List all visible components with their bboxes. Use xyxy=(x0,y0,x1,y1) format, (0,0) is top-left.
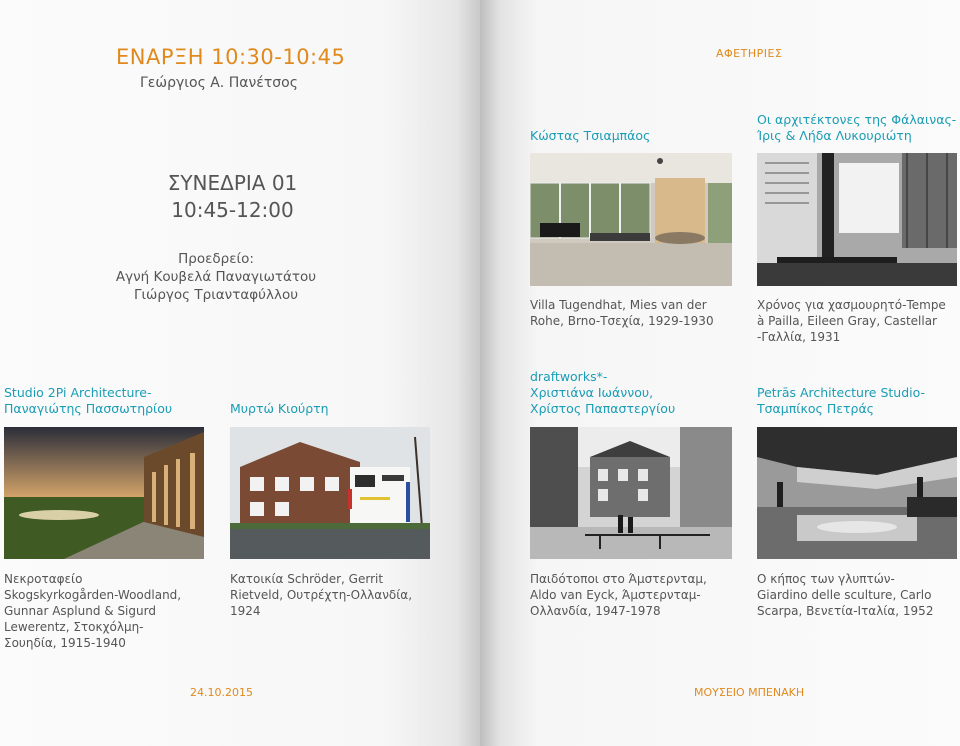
caption-line: Rietveld, Ουτρέχτη-Ολλανδία, xyxy=(230,588,413,602)
entry-caption xyxy=(757,571,933,619)
caption-line: Χρόνος για χασμουρητό-Tempe xyxy=(757,298,946,312)
presenter-line: Μυρτώ Κιούρτη xyxy=(230,401,329,416)
caption-line: Rohe, Brno-Τσεχία, 1929-1930 xyxy=(530,314,714,328)
footer-museum: ΜΟΥΣΕΙΟ ΜΠΕΝΑΚΗ xyxy=(694,686,805,699)
entry-presenter xyxy=(530,128,650,144)
right-page xyxy=(480,0,960,746)
chair-name: Γιώργος Τριανταφύλλου xyxy=(133,287,299,303)
entry-caption xyxy=(4,571,181,651)
caption-line: Ο κήπος των γλυπτών- xyxy=(757,572,895,586)
opening-speaker: Γεώργιος Α. Πανέτσος xyxy=(140,75,298,91)
photo-amsterdam-playground xyxy=(530,427,732,559)
session-time: 10:45-12:00 xyxy=(171,198,294,222)
caption-line: Scarpa, Βενετία-Ιταλία, 1952 xyxy=(757,604,934,618)
entry-caption xyxy=(530,297,714,329)
presenter-line: Χρίστος Παπαστεργίου xyxy=(530,401,676,416)
entry-caption xyxy=(230,571,412,619)
presenter-line: Studio 2Pi Architecture- xyxy=(4,385,152,400)
caption-line: Κατοικία Schröder, Gerrit xyxy=(230,572,384,586)
chairs-label: Προεδρείο: xyxy=(178,251,254,267)
photo-villa-tugendhat xyxy=(530,153,732,286)
entry-presenter xyxy=(4,385,172,417)
caption-line: Ολλανδία, 1947-1978 xyxy=(530,604,661,618)
presenter-line: Παναγιώτης Πασσωτηρίου xyxy=(4,401,173,416)
caption-line: Skogskyrkogården-Woodland, xyxy=(4,588,182,602)
entry-presenter xyxy=(757,385,925,417)
caption-line: Gunnar Asplund & Sigurd xyxy=(4,604,156,618)
session-title: ΣΥΝΕΔΡΙΑ 01 xyxy=(167,171,298,195)
photo-tempe-a-pailla xyxy=(757,153,957,286)
caption-line: Villa Tugendhat, Mies van der xyxy=(530,298,707,312)
chair-name: Αγνή Κουβελά Παναγιωτάτου xyxy=(115,269,317,285)
presenter-line: draftworks*- xyxy=(530,369,608,384)
caption-line: Aldo van Eyck, Άμστερνταμ- xyxy=(530,588,701,602)
session-heading xyxy=(0,170,465,224)
presenter-line: Petrās Architecture Studio- xyxy=(757,385,926,400)
entry-caption xyxy=(530,571,707,619)
entry-presenter xyxy=(530,369,675,417)
presenter-line: Ίρις & Λήδα Λυκουριώτη xyxy=(757,128,912,143)
caption-line: Giardino delle sculture, Carlo xyxy=(757,588,932,602)
entry-presenter xyxy=(230,401,329,417)
chairs-block xyxy=(0,250,432,304)
photo-sculpture-garden xyxy=(757,427,957,559)
caption-line: -Γαλλία, 1931 xyxy=(757,330,841,344)
presenter-line: Χριστιάνα Ιωάννου, xyxy=(530,385,654,400)
footer-date: 24.10.2015 xyxy=(190,686,253,699)
opening-title: ΕΝΑΡΞΗ 10:30-10:45 xyxy=(116,45,346,69)
entry-caption xyxy=(757,297,946,345)
caption-line: 1924 xyxy=(230,604,261,618)
presenter-line: Τσαμπίκος Πετράς xyxy=(757,401,875,416)
caption-line: à Pailla, Eileen Gray, Castellar xyxy=(757,314,937,328)
photo-woodland-cemetery xyxy=(4,427,204,559)
presenter-line: Οι αρχιτέκτονες της Φάλαινας- xyxy=(757,112,957,127)
presenter-line: Κώστας Τσιαμπάος xyxy=(530,128,651,143)
caption-line: Παιδότοποι στο Άμστερνταμ, xyxy=(530,572,707,586)
section-label: ΑΦΕΤΗΡΙΕΣ xyxy=(716,47,783,60)
caption-line: Νεκροταφείο xyxy=(4,572,83,586)
caption-line: Σουηδία, 1915-1940 xyxy=(4,636,126,650)
entry-presenter xyxy=(757,112,956,144)
caption-line: Lewerentz, Στοκχόλμη- xyxy=(4,620,144,634)
photo-schroder-house xyxy=(230,427,430,559)
